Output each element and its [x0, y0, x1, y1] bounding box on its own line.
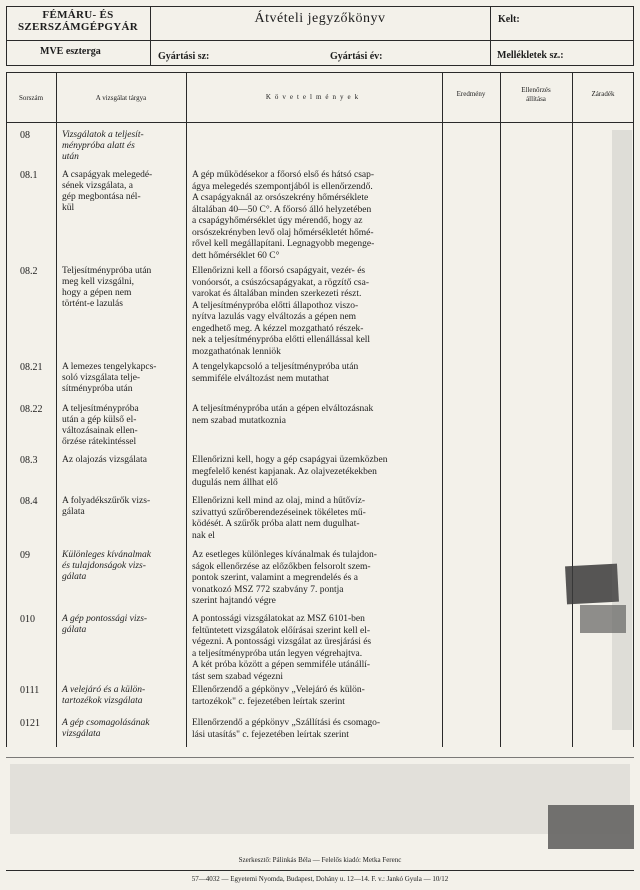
row-requirement-line: a teljesítménypróba után legyen végrehajtva. [192, 648, 363, 659]
row-subject-line: gép megbontása nél- [62, 192, 141, 202]
row-requirement-line: A két próba között a gépen semmiféle utánállí- [192, 660, 371, 670]
row-subject-line: A velejáró és a külön- [62, 685, 146, 695]
col-divider-2 [186, 72, 187, 747]
row-subject-line: őrzése rátekintéssel [62, 437, 137, 447]
row-subject-line: sének vizsgálata, a [62, 181, 133, 191]
row-requirement-line: A tengelykapcsoló a teljesítménypróba után [192, 362, 359, 372]
row-subject [62, 130, 182, 163]
org-line-2: SZERSZÁMGÉPGYÁR [17, 21, 139, 33]
row-subject-line: tartozékok vizsgálata [62, 696, 143, 706]
col-header-ellenorzes [502, 86, 570, 104]
row-subject-line: sítménypróba után [62, 384, 133, 394]
row-subject-line: A lemezes tengelykapcs- [62, 362, 157, 372]
col-header-kovetelmenyek: Követelmények [265, 93, 363, 101]
row-subject-line: A gép csomagolásának [62, 718, 150, 728]
row-subject-line: gálata [62, 507, 85, 517]
row-requirement-line: lási utasítás" c. fejezetében leírtak szerint [192, 729, 349, 740]
row-subject-line: Vizsgálatok a teljesít- [62, 130, 144, 140]
row-requirement-line: vonóorsót, a csúszócsapágyakat, a rögzítő csa- [192, 277, 370, 288]
row-number: 0121 [20, 718, 40, 729]
row-requirement-line: A pontossági vizsgálatokat az MSZ 6101-ben [192, 614, 365, 624]
mellekletek-label: Mellékletek sz.: [497, 50, 564, 61]
row-requirement-line: szerint hajtandó végre [192, 596, 276, 606]
row-requirement-line: ágya melegedés szempontjából is ellenőrzendő. [192, 181, 373, 192]
row-requirement [192, 455, 438, 490]
row-number: 09 [20, 550, 30, 561]
row-subject-line: A folyadékszűrők vizs- [62, 496, 151, 506]
row-subject-line: és tulajdonságok vizs- [62, 561, 146, 571]
row-requirement-line: végezni. A pontossági vizsgálat az üresjárási és [192, 637, 372, 647]
row-subject-line: változásainak ellen- [62, 426, 138, 436]
row-subject-line: hogy a gépen nem [62, 288, 132, 298]
row-requirement-line: ságok ellenőrzése az előzőkben felsorolt szem- [192, 561, 371, 572]
row-requirement-line: nyítva lazulás vagy elváltozás a gépen nem [192, 312, 357, 322]
row-subject-line: vizsgálata [62, 729, 101, 739]
row-requirement [192, 718, 438, 741]
row-subject-line: gálata [62, 572, 87, 582]
row-subject-line: soló vizsgálata telje- [62, 373, 141, 383]
row-subject-line: történt-e lazulás [62, 299, 123, 309]
scan-noise [612, 130, 632, 730]
row-requirement-line: dugulás nem állhat elő [192, 478, 278, 488]
row-requirement-line: engedhető meg. A kézzel mozgatható részek- [192, 323, 364, 334]
document-title: Átvételi jegyzőkönyv [254, 11, 386, 26]
header-divider-v1 [150, 6, 151, 66]
row-subject-line: A csapágyak melegedé- [62, 170, 153, 180]
bottom-rule-1 [6, 757, 634, 758]
col-divider-5 [572, 72, 573, 747]
row-requirement-line: Az esetleges különleges kívánalmak és tulajdon- [192, 550, 377, 560]
row-requirement-line: Ellenőrizni kell mind az olaj, mind a hűtővíz- [192, 496, 366, 506]
row-requirement [192, 266, 438, 358]
row-requirement-line: feltüntetett vizsgálatok előírásai szerint kell el- [192, 625, 371, 636]
row-subject-line: ménypróba alatt és [62, 141, 135, 151]
scan-noise [10, 764, 630, 834]
row-number: 08.1 [20, 170, 38, 181]
row-requirement [192, 404, 438, 427]
row-requirement-line: Ellenőrzendő a gépkönyv „Velejáró és külön- [192, 685, 365, 695]
row-number: 0111 [20, 685, 40, 696]
row-requirement [192, 362, 438, 385]
row-subject-line: Az olajozás vizsgálata [62, 455, 147, 465]
col-header-ellenorzes-line2: állítása [526, 95, 546, 103]
scan-smudge [565, 564, 619, 605]
row-requirement-line: tartozékok" c. fejezetében leírtak szerint [192, 696, 345, 707]
col-divider-4 [500, 72, 501, 747]
col-header-zaradek: Záradék [591, 90, 615, 98]
row-number: 08.3 [20, 455, 38, 466]
row-subject-line: Teljesítménypróba után [62, 266, 152, 276]
row-requirement [192, 685, 438, 708]
row-number: 08 [20, 130, 30, 141]
row-subject-line: után a gép külső el- [62, 415, 137, 425]
row-subject [62, 362, 182, 395]
row-requirement-line: rővel kell megállapítani. Legnagyobb megenge- [192, 239, 375, 249]
footer-printer-line: 57—4032 — Egyetemi Nyomda, Budapest, Dohány u. 12—14. F. v.: Jankó Gyula — 10/12 [191, 875, 449, 883]
row-requirement-line: mozgathatónak lenniök [192, 346, 281, 357]
row-requirement-line: szivattyú szűrőberendezéseinek tökéletes mű- [192, 507, 366, 518]
row-subject [62, 550, 182, 583]
row-subject-line: A teljesítménypróba [62, 404, 139, 414]
row-number: 08.4 [20, 496, 38, 507]
row-requirement-line: dett hőmérséklet 60 C° [192, 250, 280, 261]
row-subject-line: gálata [62, 625, 87, 635]
row-requirement-line: ködését. A szűrők próba alatt nem dugulhat- [192, 519, 360, 529]
col-divider-3 [442, 72, 443, 747]
row-requirement-line: varokat és általában minden szerkezeti részt. [192, 289, 362, 299]
row-requirement-line: általában 40—50 C°. A főorsó álló helyzetében [192, 204, 372, 215]
kelt-label: Kelt: [498, 14, 520, 25]
column-header-rule [6, 122, 634, 123]
row-subject-line: Különleges kívánalmak [62, 550, 151, 560]
row-subject [62, 685, 182, 707]
row-requirement-line: orsószekrényben levő olaj hőmérsékletét hőmé- [192, 227, 374, 238]
row-number: 08.2 [20, 266, 38, 277]
row-requirement-line: semmiféle elváltozást nem mutathat [192, 373, 329, 384]
row-requirement-line: Ellenőrizni kell a főorsó csapágyait, vezér- és [192, 266, 366, 276]
row-subject-line: A gép pontossági vizs- [62, 614, 148, 624]
row-subject [62, 266, 182, 310]
bottom-rule-2 [6, 870, 634, 871]
row-number: 08.21 [20, 362, 43, 373]
row-requirement-line: A teljesítménypróba előtti állapothoz viszo- [192, 300, 359, 311]
row-requirement-line: pontok szerint, valamint a megrendelés és a [192, 573, 358, 583]
header-divider-h [6, 40, 634, 41]
row-subject [62, 718, 182, 740]
row-subject [62, 496, 182, 518]
col-header-sorszam: Sorszám [18, 94, 44, 102]
col-header-eredmeny: Eredmény [456, 90, 486, 98]
row-requirement-line: nek a teljesítménypróba előtti ellenállással kell [192, 335, 371, 345]
row-number: 010 [20, 614, 35, 625]
row-subject [62, 404, 182, 448]
row-requirement [192, 496, 438, 542]
machine-subtitle: MVE esztergа [40, 46, 101, 57]
col-divider-1 [56, 72, 57, 747]
footer-editor-line: Szerkesztő: Pálinkás Béla — Felelős kiadó: Metka Ferenc [238, 856, 402, 864]
gyartasi-ev-label: Gyártási év: [330, 51, 383, 62]
row-number: 08.22 [20, 404, 43, 415]
row-requirement-line: A gép működésekor a főorsó első és hátsó csap- [192, 170, 375, 180]
row-requirement [192, 550, 438, 608]
col-header-targy: A vizsgálat tárgya [95, 94, 147, 102]
row-requirement-line: Ellenőrizni kell, hogy a gép csapágyai üzemközben [192, 455, 388, 465]
row-requirement-line: nem szabad mutatkoznia [192, 415, 286, 426]
col-header-ellenorzes-line1: Ellenőrzés [521, 86, 551, 94]
row-subject [62, 455, 182, 466]
row-requirement-line: nak el [192, 530, 215, 541]
row-requirement-line: tást sem szabad végezni [192, 671, 284, 682]
row-requirement-line: A csapágyaknál az orsószekrény hőmérséklete [192, 193, 369, 203]
row-subject [62, 614, 182, 636]
row-requirement-line: A teljesítménypróba után a gépen elváltozásnak [192, 404, 374, 414]
row-subject-line: kül [62, 203, 75, 213]
header-divider-v2 [490, 6, 491, 66]
row-subject-line: után [62, 152, 79, 162]
row-requirement [192, 614, 438, 683]
row-subject-line: meg kell vizsgálni, [62, 277, 135, 287]
row-requirement-line: Ellenőrzendő a gépkönyv „Szállítási és csomago- [192, 718, 381, 728]
row-subject [62, 170, 182, 214]
row-requirement-line: vonatkozó MSZ 772 szabvány 7. pontja [192, 584, 344, 595]
row-requirement-line: megfelelő kenést kapjanak. Az olajvezetékekben [192, 466, 377, 477]
row-requirement [192, 170, 438, 262]
gyartasi-sz-label: Gyártási sz: [158, 51, 210, 62]
row-requirement-line: a csapágyhőmérséklet úgy mérendő, hogy az [192, 216, 363, 226]
org-line-1: FÉMÁRU- ÉS [42, 9, 114, 21]
org-name [8, 9, 148, 33]
